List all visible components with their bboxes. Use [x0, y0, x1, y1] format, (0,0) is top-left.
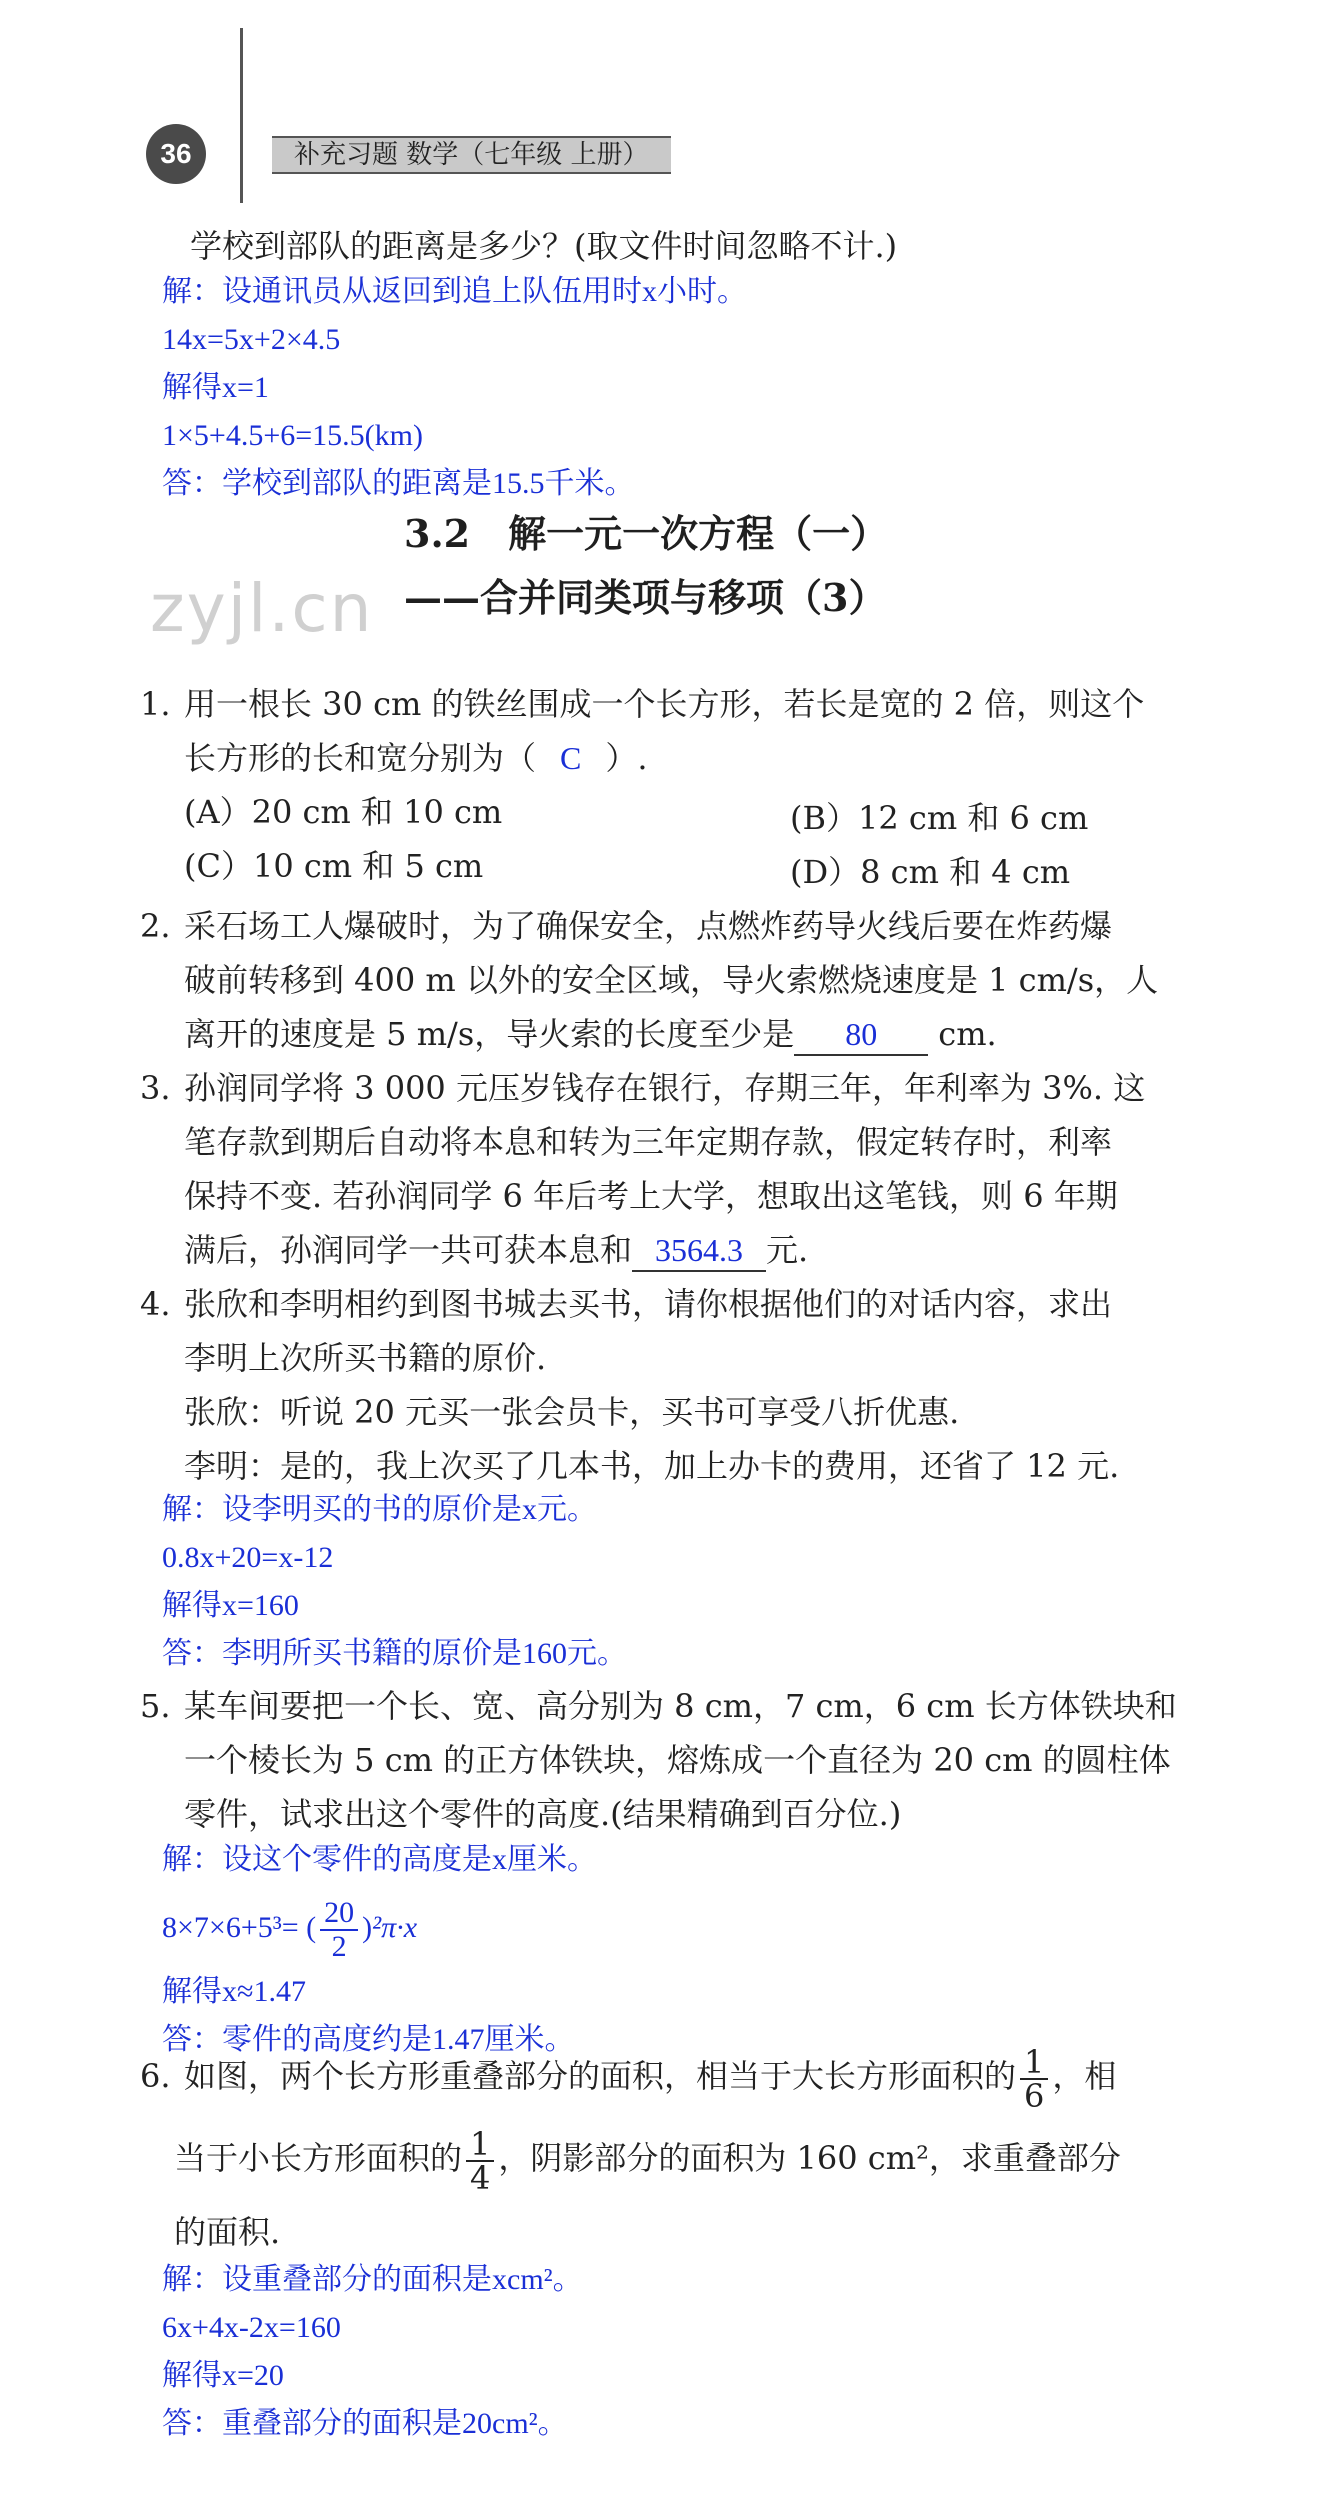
q4-line3: 张欣：听说 20 元买一张会员卡，买书可享受八折优惠.: [184, 1393, 960, 1431]
q3-answer: 3564.3: [632, 1230, 766, 1272]
q6-frac2-den: 4: [470, 2158, 491, 2197]
q1-line2-pre: 长方形的长和宽分别为（: [184, 739, 537, 777]
q6-solution-line: 解得x=20: [162, 2359, 284, 2392]
q5-equation: [162, 1892, 417, 1964]
q4-solution-line: 解：设李明买的书的原价是x元。: [162, 1493, 597, 1526]
prev-solution-line: 1×5+4.5+6=15.5(km): [162, 419, 423, 452]
q1-line2-post: ）.: [605, 739, 648, 777]
q2-line1: 采石场工人爆破时，为了确保安全，点燃炸药导火线后要在炸药爆: [184, 907, 1113, 945]
q6-solution-line: 答：重叠部分的面积是20cm²。: [162, 2407, 568, 2440]
q3-line4-pre: 满后，孙润同学一共可获本息和: [184, 1231, 633, 1269]
running-title-text: 补充习题 数学（七年级 上册）: [294, 140, 649, 170]
q6-line1-pre: 如图，两个长方形重叠部分的面积，相当于大长方形面积的: [184, 2057, 1017, 2095]
q3-number: 3.: [140, 1069, 171, 1107]
q6-fraction-2: [466, 2124, 494, 2197]
q4-solution-line: 0.8x+20=x-12: [162, 1541, 334, 1574]
q6-line2: [174, 2122, 1121, 2197]
prev-solution-line: 答：学校到部队的距离是15.5千米。: [162, 467, 635, 500]
q6-line1-post: ，相: [1052, 2057, 1117, 2095]
q1-line2: [184, 738, 648, 778]
q5-line3: 零件，试求出这个零件的高度.(结果精确到百分位.): [184, 1795, 902, 1833]
section-title-1: 3.2 解一元一次方程（一）: [404, 511, 889, 556]
q3-line1: 孙润同学将 3 000 元压岁钱存在银行，存期三年，年利率为 3%. 这: [184, 1069, 1146, 1107]
q2-line2: 破前转移到 400 m 以外的安全区域，导火索燃烧速度是 1 cm/s，人: [184, 961, 1159, 999]
q5-eq-paren-close: ): [362, 1911, 373, 1944]
q5-eq-frac-den: 2: [331, 1930, 347, 1964]
running-title: [272, 136, 671, 174]
page-number: 36: [160, 138, 192, 169]
prev-question-tail: 学校到部队的距离是多少？(取文件时间忽略不计.): [190, 227, 898, 265]
q4-solution-line: 答：李明所买书籍的原价是160元。: [162, 1637, 627, 1670]
q1-option-a: (A）20 cm 和 10 cm: [184, 793, 503, 831]
q3-line4-post: 元.: [766, 1231, 809, 1269]
q6-frac2-num: 1: [466, 2128, 494, 2162]
q4-line4: 李明：是的，我上次买了几本书，加上办卡的费用，还省了 12 元.: [184, 1447, 1120, 1485]
q3-line4: [184, 1230, 808, 1272]
q2-line3-pre: 离开的速度是 5 m/s，导火索的长度至少是: [184, 1015, 795, 1053]
q6-line2-post: ，阴影部分的面积为 160 cm²，求重叠部分: [498, 2139, 1121, 2177]
watermark-text: zyjl.cn: [150, 570, 374, 647]
q5-eq-fraction: [320, 1897, 358, 1963]
q6-fraction-1: [1020, 2042, 1048, 2115]
q5-line2: 一个棱长为 5 cm 的正方体铁块，熔炼成一个直径为 20 cm 的圆柱体: [184, 1741, 1171, 1779]
q5-line1: 某车间要把一个长、宽、高分别为 8 cm，7 cm，6 cm 长方体铁块和: [184, 1687, 1177, 1725]
q6-frac1-den: 6: [1024, 2076, 1045, 2115]
page-number-badge: [146, 124, 206, 184]
q2-number: 2.: [140, 907, 171, 945]
q1-number: 1.: [140, 685, 171, 723]
q1-answer: C: [560, 740, 582, 776]
q4-line1: 张欣和李明相约到图书城去买书，请你根据他们的对话内容，求出: [184, 1285, 1113, 1323]
q6-line3: 的面积.: [174, 2213, 281, 2251]
prev-solution-line: 解得x=1: [162, 371, 269, 404]
q5-eq-paren-open: (: [306, 1911, 317, 1944]
q6-solution-line: 解：设重叠部分的面积是xcm²。: [162, 2263, 583, 2296]
q3-line3: 保持不变. 若孙润同学 6 年后考上大学，想取出这笔钱，则 6 年期: [184, 1177, 1118, 1215]
q1-option-d: (D）8 cm 和 4 cm: [790, 853, 1071, 891]
q4-number: 4.: [140, 1285, 171, 1323]
q2-line3: [184, 1014, 997, 1056]
q6-line2-pre: 当于小长方形面积的: [174, 2139, 463, 2177]
q5-eq-left: 8×7×6+5³=: [162, 1911, 299, 1944]
watermark: [150, 570, 373, 647]
header-vertical-rule: [240, 28, 243, 203]
q5-number: 5.: [140, 1687, 171, 1725]
q4-solution-line: 解得x=160: [162, 1589, 299, 1622]
q5-eq-right: ²π·x: [372, 1911, 418, 1944]
q5-solution-result: 解得x≈1.47: [162, 1975, 306, 2008]
q4-line2: 李明上次所买书籍的原价.: [184, 1339, 547, 1377]
q6-line1: [184, 2040, 1117, 2115]
prev-solution-line: 14x=5x+2×4.5: [162, 323, 341, 356]
q5-eq-frac-num: 20: [320, 1897, 358, 1931]
q6-frac1-num: 1: [1020, 2046, 1048, 2080]
q5-solution-let: 解：设这个零件的高度是x厘米。: [162, 1843, 597, 1876]
prev-solution-line: 解：设通讯员从返回到追上队伍用时x小时。: [162, 275, 747, 308]
q2-answer: 80: [794, 1014, 928, 1056]
q5-solution-answer: 答：零件的高度约是1.47厘米。: [162, 2023, 575, 2056]
q1-option-c: (C）10 cm 和 5 cm: [184, 847, 484, 885]
q3-line2: 笔存款到期后自动将本息和转为三年定期存款，假定转存时，利率: [184, 1123, 1113, 1161]
q6-solution-line: 6x+4x-2x=160: [162, 2311, 341, 2344]
q1-line1: 用一根长 30 cm 的铁丝围成一个长方形，若长是宽的 2 倍，则这个: [184, 685, 1145, 723]
q2-line3-post: cm.: [938, 1015, 997, 1053]
q6-number: 6.: [140, 2057, 171, 2095]
q1-option-b: (B）12 cm 和 6 cm: [790, 799, 1089, 837]
section-title-2: ——合并同类项与移项（3）: [404, 575, 887, 620]
